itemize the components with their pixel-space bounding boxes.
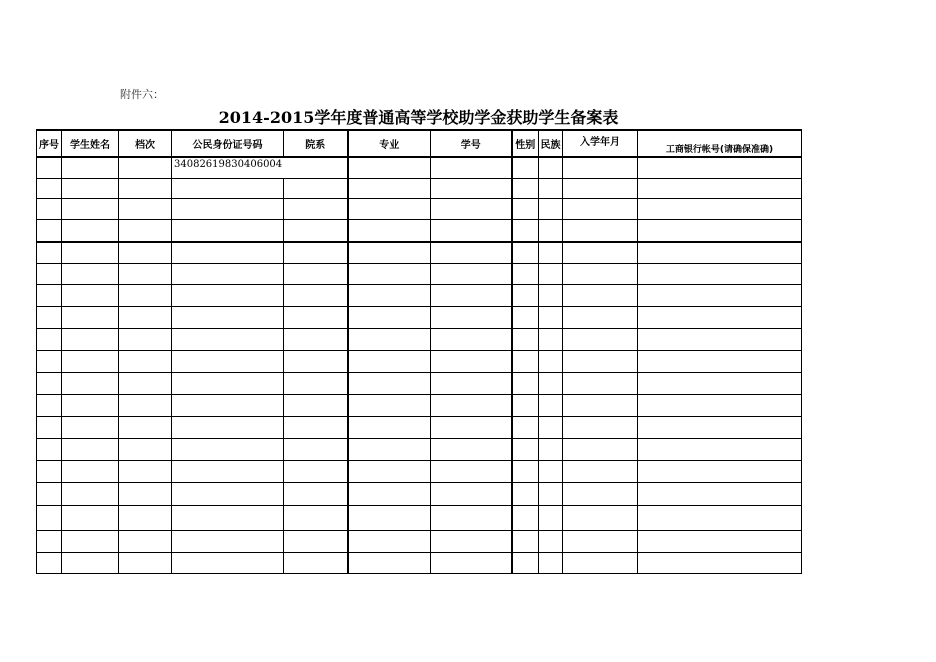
cell-gender[interactable] — [512, 307, 539, 329]
table-body — [37, 157, 802, 574]
cell-enroll[interactable] — [563, 199, 638, 220]
cell-name[interactable] — [62, 220, 119, 243]
cell-ethnicity[interactable] — [539, 395, 563, 417]
cell-tier[interactable] — [119, 179, 172, 199]
cell-department[interactable] — [284, 483, 348, 506]
cell-department[interactable] — [284, 417, 348, 439]
cell-department[interactable] — [284, 242, 348, 264]
cell-department[interactable] — [284, 506, 348, 531]
cell-bank-account[interactable] — [638, 373, 802, 395]
table-row — [37, 395, 802, 417]
cell-id-number[interactable] — [172, 373, 284, 395]
cell-student-id[interactable] — [431, 351, 512, 373]
cell-enroll[interactable] — [563, 157, 638, 179]
cell-student-id[interactable] — [431, 285, 512, 307]
cell-ethnicity[interactable] — [539, 351, 563, 373]
cell-student-id[interactable] — [431, 461, 512, 483]
cell-tier[interactable] — [119, 351, 172, 373]
cell-gender[interactable] — [512, 417, 539, 439]
cell-student-id[interactable] — [431, 329, 512, 351]
cell-major[interactable] — [348, 307, 431, 329]
cell-gender[interactable] — [512, 179, 539, 199]
filing-table — [36, 129, 802, 574]
table-row — [37, 373, 802, 395]
cell-enroll[interactable] — [563, 553, 638, 574]
cell-student-id[interactable] — [431, 553, 512, 574]
cell-ethnicity[interactable] — [539, 506, 563, 531]
cell-seq[interactable] — [37, 179, 62, 199]
cell-name[interactable] — [62, 199, 119, 220]
cell-name[interactable] — [62, 439, 119, 461]
cell-ethnicity[interactable] — [539, 461, 563, 483]
col-header-department: 院系 — [284, 130, 348, 157]
cell-bank-account[interactable] — [638, 351, 802, 373]
table-row — [37, 264, 802, 285]
cell-id-number[interactable] — [172, 506, 284, 531]
cell-bank-account[interactable] — [638, 220, 802, 243]
table-row — [37, 220, 802, 243]
cell-tier[interactable] — [119, 329, 172, 351]
table-row — [37, 506, 802, 531]
cell-bank-account[interactable] — [638, 483, 802, 506]
table-row — [37, 285, 802, 307]
cell-student-id[interactable] — [431, 506, 512, 531]
cell-major[interactable] — [348, 461, 431, 483]
col-header-id-number: 公民身份证号码 — [172, 130, 284, 157]
cell-department[interactable] — [284, 264, 348, 285]
cell-tier[interactable] — [119, 285, 172, 307]
cell-enroll[interactable] — [563, 531, 638, 553]
cell-gender[interactable] — [512, 483, 539, 506]
table-row — [37, 439, 802, 461]
cell-bank-account[interactable] — [638, 395, 802, 417]
cell-id-number[interactable] — [172, 285, 284, 307]
cell-ethnicity[interactable] — [539, 264, 563, 285]
cell-major[interactable] — [348, 199, 431, 220]
col-header-enroll: 入学年月 — [563, 130, 638, 157]
cell-gender[interactable] — [512, 395, 539, 417]
cell-major[interactable] — [348, 157, 431, 179]
cell-gender[interactable] — [512, 506, 539, 531]
cell-tier[interactable] — [119, 264, 172, 285]
cell-enroll[interactable] — [563, 506, 638, 531]
cell-ethnicity[interactable] — [539, 531, 563, 553]
cell-student-id[interactable] — [431, 307, 512, 329]
cell-major[interactable] — [348, 220, 431, 243]
cell-name[interactable] — [62, 553, 119, 574]
cell-student-id[interactable] — [431, 439, 512, 461]
cell-student-id[interactable] — [431, 179, 512, 199]
cell-gender[interactable] — [512, 242, 539, 264]
cell-seq[interactable] — [37, 157, 62, 179]
cell-id-number[interactable] — [172, 553, 284, 574]
cell-enroll[interactable] — [563, 242, 638, 264]
table-row — [37, 417, 802, 439]
cell-ethnicity[interactable] — [539, 553, 563, 574]
table-row — [37, 531, 802, 553]
cell-id-number[interactable] — [172, 417, 284, 439]
cell-name[interactable] — [62, 179, 119, 199]
col-header-student-id: 学号 — [431, 130, 512, 157]
cell-bank-account[interactable] — [638, 264, 802, 285]
cell-name[interactable] — [62, 483, 119, 506]
cell-bank-account[interactable] — [638, 553, 802, 574]
cell-seq[interactable] — [37, 417, 62, 439]
cell-ethnicity[interactable] — [539, 199, 563, 220]
cell-enroll[interactable] — [563, 373, 638, 395]
col-header-bank-account: 工商银行帐号(请确保准确) — [638, 130, 802, 157]
cell-enroll[interactable] — [563, 220, 638, 243]
cell-seq[interactable] — [37, 483, 62, 506]
cell-department[interactable] — [284, 285, 348, 307]
cell-ethnicity[interactable] — [539, 329, 563, 351]
cell-seq[interactable] — [37, 242, 62, 264]
cell-student-id[interactable] — [431, 395, 512, 417]
cell-major[interactable] — [348, 285, 431, 307]
col-header-tier: 档次 — [119, 130, 172, 157]
cell-department[interactable] — [284, 373, 348, 395]
cell-bank-account[interactable] — [638, 285, 802, 307]
cell-major[interactable] — [348, 531, 431, 553]
cell-tier[interactable] — [119, 483, 172, 506]
cell-gender[interactable] — [512, 373, 539, 395]
cell-name[interactable] — [62, 417, 119, 439]
cell-bank-account[interactable] — [638, 242, 802, 264]
cell-ethnicity[interactable] — [539, 307, 563, 329]
col-header-gender: 性别 — [512, 130, 539, 157]
cell-seq[interactable] — [37, 531, 62, 553]
cell-name[interactable] — [62, 461, 119, 483]
cell-id-number[interactable] — [172, 461, 284, 483]
cell-department[interactable] — [284, 553, 348, 574]
table-row — [37, 179, 802, 199]
cell-ethnicity[interactable] — [539, 483, 563, 506]
cell-department[interactable] — [284, 395, 348, 417]
cell-student-id[interactable] — [431, 157, 512, 179]
table-row — [37, 157, 802, 179]
cell-id-number[interactable]: 34082619830406004 — [172, 157, 284, 179]
cell-tier[interactable] — [119, 417, 172, 439]
header-row — [37, 130, 802, 157]
table-row — [37, 242, 802, 264]
cell-seq[interactable] — [37, 439, 62, 461]
cell-tier[interactable] — [119, 395, 172, 417]
cell-department[interactable] — [284, 531, 348, 553]
cell-name[interactable] — [62, 395, 119, 417]
cell-gender[interactable] — [512, 220, 539, 243]
cell-department[interactable] — [284, 157, 348, 179]
table-row — [37, 483, 802, 506]
cell-bank-account[interactable] — [638, 506, 802, 531]
cell-gender[interactable] — [512, 351, 539, 373]
attachment-label: 附件六： — [120, 88, 164, 101]
cell-department[interactable] — [284, 220, 348, 243]
cell-seq[interactable] — [37, 307, 62, 329]
cell-id-number[interactable] — [172, 483, 284, 506]
cell-enroll[interactable] — [563, 417, 638, 439]
cell-name[interactable] — [62, 329, 119, 351]
cell-tier[interactable] — [119, 506, 172, 531]
cell-student-id[interactable] — [431, 373, 512, 395]
cell-department[interactable] — [284, 199, 348, 220]
cell-gender[interactable] — [512, 553, 539, 574]
table-row — [37, 199, 802, 220]
cell-enroll[interactable] — [563, 179, 638, 199]
cell-student-id[interactable] — [431, 264, 512, 285]
cell-major[interactable] — [348, 373, 431, 395]
cell-enroll[interactable] — [563, 329, 638, 351]
cell-enroll[interactable] — [563, 264, 638, 285]
cell-enroll[interactable] — [563, 439, 638, 461]
cell-major[interactable] — [348, 329, 431, 351]
cell-seq[interactable] — [37, 199, 62, 220]
cell-name[interactable] — [62, 506, 119, 531]
cell-major[interactable] — [348, 439, 431, 461]
cell-id-number[interactable] — [172, 199, 284, 220]
cell-tier[interactable] — [119, 531, 172, 553]
cell-id-number[interactable] — [172, 395, 284, 417]
cell-student-id[interactable] — [431, 483, 512, 506]
cell-id-number[interactable] — [172, 264, 284, 285]
cell-ethnicity[interactable] — [539, 179, 563, 199]
cell-enroll[interactable] — [563, 395, 638, 417]
cell-seq[interactable] — [37, 329, 62, 351]
cell-id-number[interactable] — [172, 351, 284, 373]
cell-id-number[interactable] — [172, 242, 284, 264]
cell-name[interactable] — [62, 307, 119, 329]
cell-student-id[interactable] — [431, 199, 512, 220]
cell-name[interactable] — [62, 373, 119, 395]
cell-bank-account[interactable] — [638, 157, 802, 179]
cell-gender[interactable] — [512, 199, 539, 220]
cell-name[interactable] — [62, 264, 119, 285]
cell-student-id[interactable] — [431, 531, 512, 553]
cell-name[interactable] — [62, 531, 119, 553]
cell-bank-account[interactable] — [638, 307, 802, 329]
cell-name[interactable] — [62, 157, 119, 179]
cell-gender[interactable] — [512, 439, 539, 461]
cell-tier[interactable] — [119, 220, 172, 243]
cell-seq[interactable] — [37, 351, 62, 373]
cell-gender[interactable] — [512, 264, 539, 285]
cell-tier[interactable] — [119, 553, 172, 574]
cell-department[interactable] — [284, 329, 348, 351]
cell-tier[interactable] — [119, 439, 172, 461]
cell-seq[interactable] — [37, 461, 62, 483]
cell-gender[interactable] — [512, 285, 539, 307]
table-row — [37, 351, 802, 373]
cell-bank-account[interactable] — [638, 179, 802, 199]
cell-ethnicity[interactable] — [539, 439, 563, 461]
cell-bank-account[interactable] — [638, 439, 802, 461]
cell-id-number[interactable] — [172, 307, 284, 329]
cell-major[interactable] — [348, 483, 431, 506]
cell-seq[interactable] — [37, 553, 62, 574]
cell-tier[interactable] — [119, 242, 172, 264]
cell-seq[interactable] — [37, 220, 62, 243]
cell-name[interactable] — [62, 351, 119, 373]
cell-major[interactable] — [348, 351, 431, 373]
cell-name[interactable] — [62, 285, 119, 307]
table-row — [37, 329, 802, 351]
cell-seq[interactable] — [37, 285, 62, 307]
cell-department[interactable] — [284, 439, 348, 461]
cell-gender[interactable] — [512, 329, 539, 351]
cell-bank-account[interactable] — [638, 531, 802, 553]
cell-gender[interactable] — [512, 531, 539, 553]
col-header-ethnicity: 民族 — [539, 130, 563, 157]
cell-bank-account[interactable] — [638, 417, 802, 439]
cell-ethnicity[interactable] — [539, 417, 563, 439]
cell-ethnicity[interactable] — [539, 285, 563, 307]
cell-tier[interactable] — [119, 307, 172, 329]
cell-id-number[interactable] — [172, 220, 284, 243]
cell-bank-account[interactable] — [638, 461, 802, 483]
cell-major[interactable] — [348, 264, 431, 285]
cell-ethnicity[interactable] — [539, 220, 563, 243]
cell-name[interactable] — [62, 242, 119, 264]
col-header-name: 学生姓名 — [62, 130, 119, 157]
cell-tier[interactable] — [119, 157, 172, 179]
col-header-seq: 序号 — [37, 130, 62, 157]
cell-bank-account[interactable] — [638, 199, 802, 220]
col-header-major: 专业 — [348, 130, 431, 157]
cell-gender[interactable] — [512, 157, 539, 179]
cell-enroll[interactable] — [563, 307, 638, 329]
cell-id-number[interactable] — [172, 531, 284, 553]
cell-department[interactable] — [284, 461, 348, 483]
sheet-title: 2014-2015学年度普通高等学校助学金获助学生备案表 — [218, 108, 619, 127]
table-row — [37, 553, 802, 574]
cell-major[interactable] — [348, 242, 431, 264]
cell-tier[interactable] — [119, 199, 172, 220]
table-row — [37, 307, 802, 329]
cell-gender[interactable] — [512, 461, 539, 483]
cell-student-id[interactable] — [431, 220, 512, 243]
cell-enroll[interactable] — [563, 461, 638, 483]
cell-seq[interactable] — [37, 264, 62, 285]
cell-major[interactable] — [348, 179, 431, 199]
cell-id-number[interactable] — [172, 329, 284, 351]
cell-student-id[interactable] — [431, 417, 512, 439]
cell-ethnicity[interactable] — [539, 242, 563, 264]
cell-seq[interactable] — [37, 373, 62, 395]
cell-tier[interactable] — [119, 461, 172, 483]
cell-id-number[interactable] — [172, 439, 284, 461]
cell-department[interactable] — [284, 307, 348, 329]
cell-ethnicity[interactable] — [539, 373, 563, 395]
cell-major[interactable] — [348, 395, 431, 417]
cell-seq[interactable] — [37, 506, 62, 531]
cell-department[interactable] — [284, 351, 348, 373]
cell-major[interactable] — [348, 417, 431, 439]
cell-tier[interactable] — [119, 373, 172, 395]
cell-department[interactable] — [284, 179, 348, 199]
cell-enroll[interactable] — [563, 483, 638, 506]
cell-bank-account[interactable] — [638, 329, 802, 351]
cell-enroll[interactable] — [563, 351, 638, 373]
cell-major[interactable] — [348, 553, 431, 574]
cell-student-id[interactable] — [431, 242, 512, 264]
cell-major[interactable] — [348, 506, 431, 531]
cell-id-number[interactable] — [172, 179, 284, 199]
cell-enroll[interactable] — [563, 285, 638, 307]
table-row — [37, 461, 802, 483]
cell-seq[interactable] — [37, 395, 62, 417]
cell-ethnicity[interactable] — [539, 157, 563, 179]
